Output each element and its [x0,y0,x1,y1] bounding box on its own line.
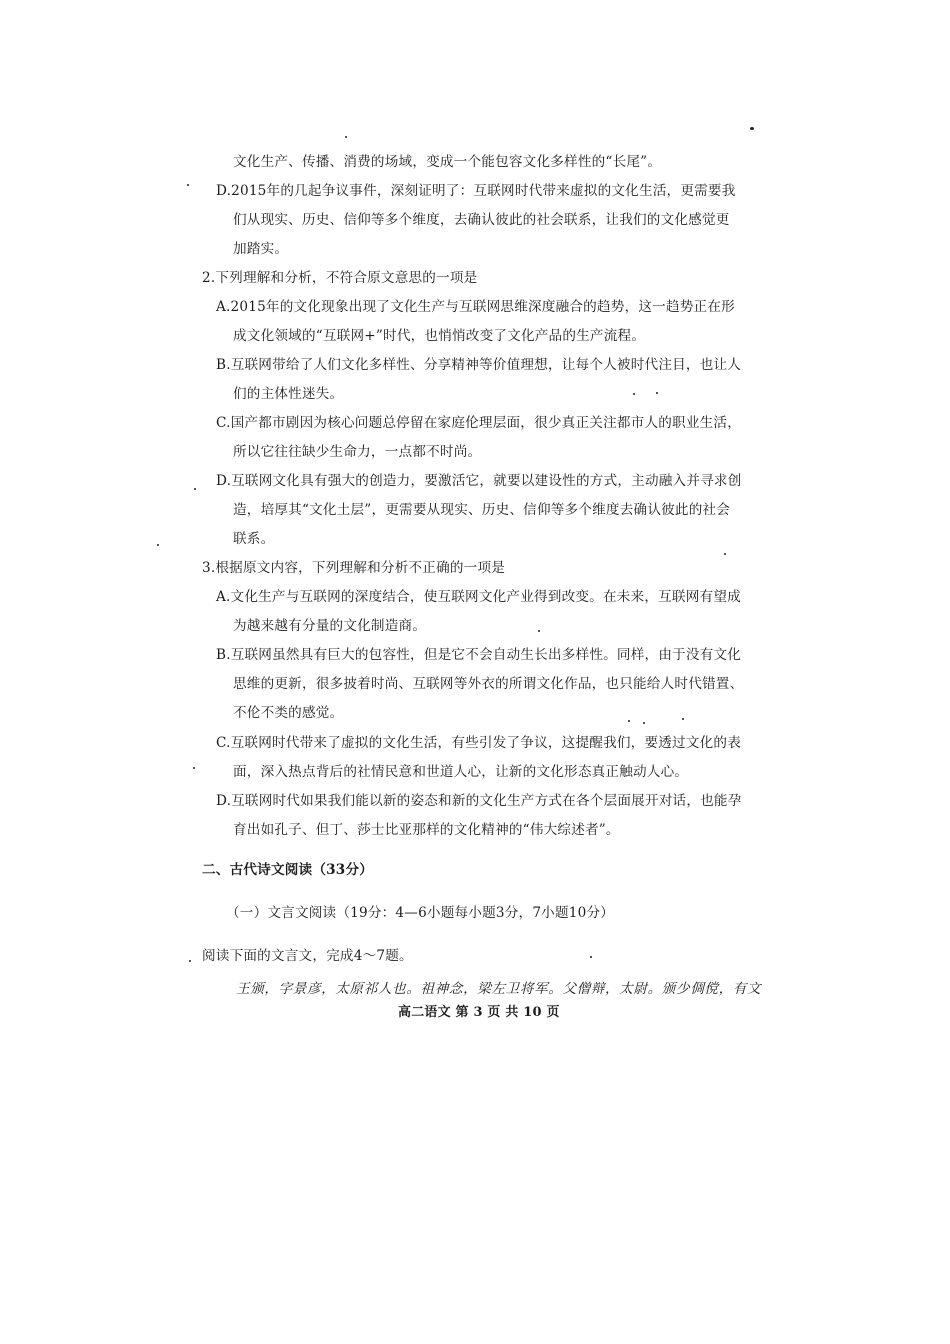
q3-option-b-line3: 不伦不类的感觉。 [233,705,344,721]
classical-passage-line1: 王颁，字景彦，太原祁人也。祖神念，梁左卫将军。父僧辩，太尉。颁少倜傥，有文 [236,981,762,997]
q2-option-d-line3: 联系。 [233,531,275,547]
q2-stem: 2.下列理解和分析，不符合原文意思的一项是 [202,270,478,286]
reading-instruction: 阅读下面的文言文，完成4～7题。 [202,948,413,964]
scan-speck [157,544,159,546]
q3-stem: 3.根据原文内容，下列理解和分析不正确的一项是 [202,560,506,576]
scan-speck [189,960,191,962]
q3-option-a-line1: A.文化生产与互联网的深度结合，使互联网文化产业得到改变。在未来，互联网有望成 [216,589,741,605]
q3-option-b-line1: B.互联网虽然具有巨大的包容性，但是它不会自动生长出多样性。同样，由于没有文化 [216,647,742,663]
q2-option-b-line1: B.互联网带给了人们文化多样性、分享精神等价值理想，让每个人被时代注目，也让人 [216,357,742,373]
scan-speck [193,767,195,769]
q2-option-a-line2: 成文化领域的“互联网+”时代，也悄悄改变了文化产品的生产流程。 [233,328,646,344]
scan-speck [724,553,726,555]
q2-option-c-line2: 所以它往往缺少生命力，一点都不时尚。 [233,444,482,460]
scan-speck [194,488,196,490]
subsection-title: （一）文言文阅读（19分：4—6小题每小题3分，7小题10分） [226,905,615,921]
q2-option-d-line2: 造，培厚其“文化土层”，更需要从现实、历史、信仰等多个维度去确认彼此的社会 [233,502,731,518]
q2-option-a-line1: A.2015年的文化现象出现了文化生产与互联网思维深度融合的趋势，这一趋势正在形 [216,299,735,315]
scan-speck [656,392,658,394]
q1-option-d-line2: 们从现实、历史、信仰等多个维度，去确认彼此的社会联系，让我们的文化感觉更 [233,212,730,228]
q3-option-c-line1: C.互联网时代带来了虚拟的文化生活，有些引发了争议，这提醒我们，要透过文化的表 [216,735,742,751]
scan-speck [628,720,630,722]
scan-speck [682,718,684,720]
scan-speck [750,127,754,130]
scan-speck [345,136,347,138]
scan-speck [538,630,540,632]
page-footer: 高二语文 第 3 页 共 10 页 [398,1005,560,1020]
q1-option-d-line3: 加踏实。 [233,241,289,257]
q3-option-b-line2: 思维的更新，很多披着时尚、互联网等外衣的所谓文化作品，也只能给人时代错置、 [233,676,744,692]
q3-option-a-line2: 为越来越有分量的文化制造商。 [233,618,427,634]
scan-speck [633,393,635,395]
q2-option-c-line1: C.国产都市剧因为核心问题总停留在家庭伦理层面，很少真正关注都市人的职业生活， [216,415,742,431]
section-title: 二、古代诗文阅读（33分） [202,862,374,878]
q2-option-d-line1: D.互联网文化具有强大的创造力，要激活它，就要以建设性的方式，主动融入并寻求创 [216,473,742,489]
q1-option-d-line1: D.2015年的几起争议事件，深刻证明了：互联网时代带来虚拟的文化生活，更需要我 [216,183,736,199]
q2-option-b-line2: 们的主体性迷失。 [233,386,344,402]
q3-option-d-line1: D.互联网时代如果我们能以新的姿态和新的文化生产方式在各个层面展开对话，也能孕 [216,793,742,809]
q1-option-c-continuation: 文化生产、传播、消费的场域，变成一个能包容文化多样性的“长尾”。 [233,154,662,170]
scan-speck [643,722,645,724]
q3-option-c-line2: 面，深入热点背后的社情民意和世道人心，让新的文化形态真正触动人心。 [233,764,689,780]
scan-speck [590,956,592,958]
q3-option-d-line2: 育出如孔子、但丁、莎士比亚那样的文化精神的“伟大综述者”。 [233,822,620,838]
scan-speck [187,184,189,186]
